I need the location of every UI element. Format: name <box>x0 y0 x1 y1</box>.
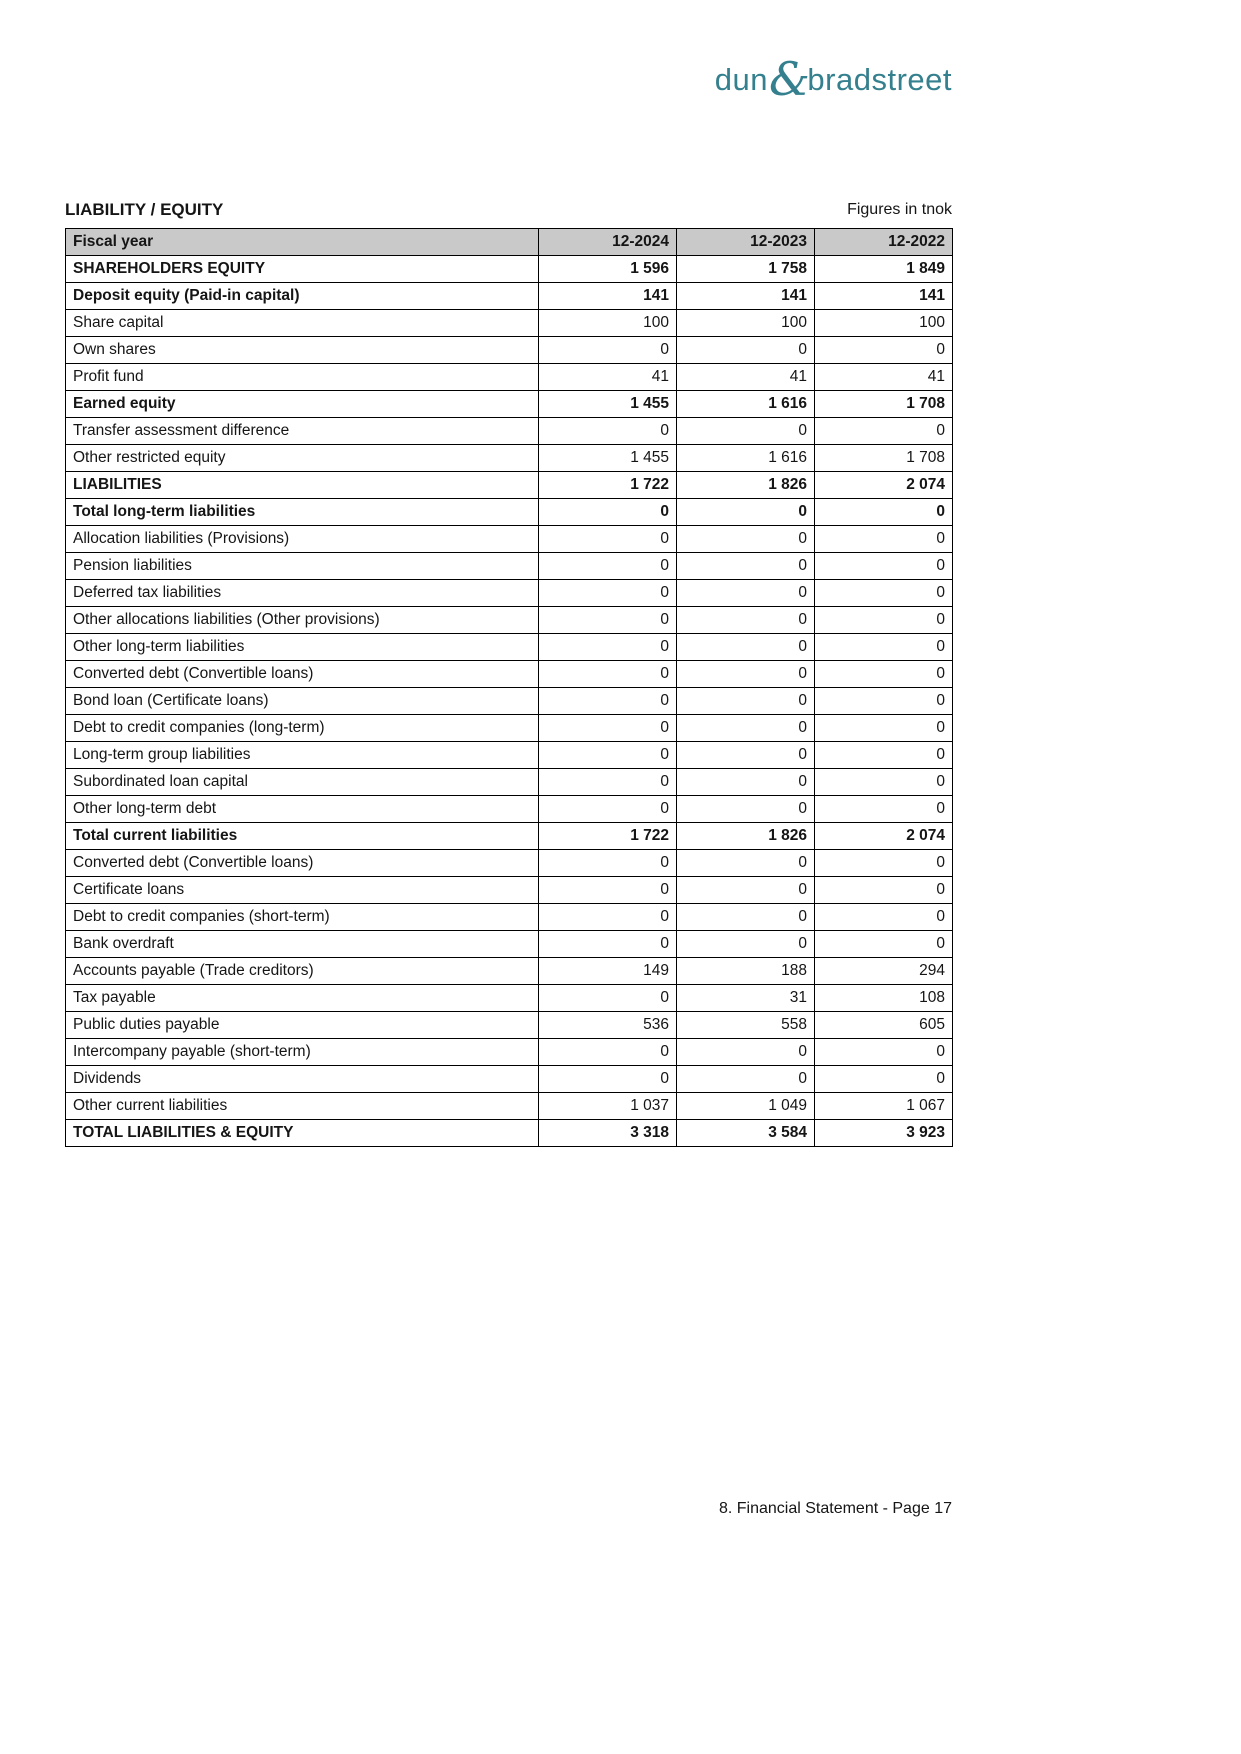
row-value: 0 <box>677 607 815 634</box>
row-value: 1 037 <box>539 1093 677 1120</box>
row-value: 0 <box>677 1039 815 1066</box>
row-label: Certificate loans <box>66 877 539 904</box>
row-label: Total long-term liabilities <box>66 499 539 526</box>
table-row <box>66 823 953 850</box>
row-value: 0 <box>677 661 815 688</box>
row-value: 0 <box>815 850 953 877</box>
row-value: 1 722 <box>539 472 677 499</box>
row-value: 0 <box>539 796 677 823</box>
row-value: 0 <box>539 715 677 742</box>
row-label: Intercompany payable (short-term) <box>66 1039 539 1066</box>
table-row <box>66 553 953 580</box>
logo-word-bradstreet: bradstreet <box>807 62 952 97</box>
row-value: 3 923 <box>815 1120 953 1147</box>
row-label: Total current liabilities <box>66 823 539 850</box>
row-value: 0 <box>539 769 677 796</box>
row-value: 1 826 <box>677 472 815 499</box>
row-value: 0 <box>539 850 677 877</box>
table-row <box>66 283 953 310</box>
row-value: 149 <box>539 958 677 985</box>
row-value: 41 <box>677 364 815 391</box>
row-label: Other long-term debt <box>66 796 539 823</box>
table-row <box>66 337 953 364</box>
row-label: Deposit equity (Paid-in capital) <box>66 283 539 310</box>
row-value: 2 074 <box>815 472 953 499</box>
row-label: Allocation liabilities (Provisions) <box>66 526 539 553</box>
row-value: 0 <box>539 607 677 634</box>
page-title: LIABILITY / EQUITY <box>65 200 224 219</box>
row-value: 0 <box>539 634 677 661</box>
row-label: Public duties payable <box>66 1012 539 1039</box>
row-value: 0 <box>677 931 815 958</box>
row-label: Dividends <box>66 1066 539 1093</box>
table-row <box>66 391 953 418</box>
table-row <box>66 877 953 904</box>
table-row <box>66 472 953 499</box>
row-value: 0 <box>677 499 815 526</box>
row-value: 0 <box>539 688 677 715</box>
table-row <box>66 634 953 661</box>
row-value: 1 708 <box>815 391 953 418</box>
table-row <box>66 1066 953 1093</box>
row-value: 141 <box>677 283 815 310</box>
row-label: Tax payable <box>66 985 539 1012</box>
row-value: 1 616 <box>677 391 815 418</box>
row-value: 0 <box>815 634 953 661</box>
row-value: 1 849 <box>815 256 953 283</box>
table-row <box>66 715 953 742</box>
table-header-row <box>66 229 953 256</box>
row-value: 31 <box>677 985 815 1012</box>
row-value: 0 <box>815 580 953 607</box>
table-head <box>66 229 953 256</box>
table-row <box>66 661 953 688</box>
row-value: 3 584 <box>677 1120 815 1147</box>
row-value: 141 <box>815 283 953 310</box>
row-value: 1 708 <box>815 445 953 472</box>
row-value: 1 826 <box>677 823 815 850</box>
table-body <box>66 256 953 1147</box>
row-value: 0 <box>539 526 677 553</box>
row-value: 0 <box>677 769 815 796</box>
row-value: 0 <box>539 877 677 904</box>
table-row <box>66 445 953 472</box>
row-value: 0 <box>677 634 815 661</box>
row-value: 100 <box>677 310 815 337</box>
row-value: 558 <box>677 1012 815 1039</box>
table-row <box>66 958 953 985</box>
row-value: 1 455 <box>539 391 677 418</box>
row-label: SHAREHOLDERS EQUITY <box>66 256 539 283</box>
row-value: 0 <box>677 1066 815 1093</box>
row-value: 188 <box>677 958 815 985</box>
row-value: 0 <box>677 553 815 580</box>
row-value: 536 <box>539 1012 677 1039</box>
row-value: 0 <box>539 418 677 445</box>
row-value: 1 596 <box>539 256 677 283</box>
row-label: Accounts payable (Trade creditors) <box>66 958 539 985</box>
row-label: Debt to credit companies (short-term) <box>66 904 539 931</box>
row-label: LIABILITIES <box>66 472 539 499</box>
row-value: 41 <box>539 364 677 391</box>
row-value: 141 <box>539 283 677 310</box>
row-label: Transfer assessment difference <box>66 418 539 445</box>
row-label: Profit fund <box>66 364 539 391</box>
row-label: Subordinated loan capital <box>66 769 539 796</box>
row-value: 0 <box>539 553 677 580</box>
row-value: 100 <box>815 310 953 337</box>
row-label: Other restricted equity <box>66 445 539 472</box>
table-row <box>66 1093 953 1120</box>
row-value: 0 <box>815 418 953 445</box>
table-row <box>66 742 953 769</box>
table-row <box>66 796 953 823</box>
row-value: 1 067 <box>815 1093 953 1120</box>
row-value: 0 <box>677 904 815 931</box>
row-label: Other current liabilities <box>66 1093 539 1120</box>
row-value: 0 <box>677 580 815 607</box>
row-value: 1 722 <box>539 823 677 850</box>
row-value: 0 <box>815 877 953 904</box>
row-value: 41 <box>815 364 953 391</box>
year-column-header: 12-2023 <box>677 229 815 256</box>
row-label: Converted debt (Convertible loans) <box>66 661 539 688</box>
row-value: 0 <box>677 526 815 553</box>
table-row <box>66 1120 953 1147</box>
row-value: 0 <box>815 931 953 958</box>
row-label: Debt to credit companies (long-term) <box>66 715 539 742</box>
table-row <box>66 607 953 634</box>
row-value: 0 <box>539 1039 677 1066</box>
row-value: 0 <box>815 688 953 715</box>
row-value: 0 <box>815 1066 953 1093</box>
table-row <box>66 526 953 553</box>
row-value: 0 <box>539 499 677 526</box>
row-label: Bond loan (Certificate loans) <box>66 688 539 715</box>
year-column-header: 12-2024 <box>539 229 677 256</box>
row-label: TOTAL LIABILITIES & EQUITY <box>66 1120 539 1147</box>
row-label: Bank overdraft <box>66 931 539 958</box>
row-value: 0 <box>815 499 953 526</box>
row-label: Long-term group liabilities <box>66 742 539 769</box>
row-value: 2 074 <box>815 823 953 850</box>
row-value: 0 <box>539 1066 677 1093</box>
row-value: 0 <box>815 553 953 580</box>
row-value: 0 <box>539 931 677 958</box>
table-row <box>66 418 953 445</box>
row-value: 0 <box>677 850 815 877</box>
table-row <box>66 931 953 958</box>
row-value: 0 <box>815 526 953 553</box>
row-value: 1 049 <box>677 1093 815 1120</box>
year-column-header: 12-2022 <box>815 229 953 256</box>
row-value: 0 <box>815 904 953 931</box>
row-value: 0 <box>815 337 953 364</box>
dnb-logo: dun & bradstreet <box>714 52 952 106</box>
row-value: 0 <box>815 769 953 796</box>
row-value: 0 <box>677 742 815 769</box>
table-row <box>66 310 953 337</box>
row-value: 0 <box>539 661 677 688</box>
liability-equity-table <box>65 228 953 1147</box>
row-value: 1 758 <box>677 256 815 283</box>
row-label: Converted debt (Convertible loans) <box>66 850 539 877</box>
page-footer: 8. Financial Statement - Page 17 <box>718 1500 952 1517</box>
row-value: 100 <box>539 310 677 337</box>
row-value: 0 <box>539 904 677 931</box>
table-row <box>66 499 953 526</box>
row-value: 0 <box>677 715 815 742</box>
row-value: 0 <box>677 418 815 445</box>
row-label: Other allocations liabilities (Other provisions) <box>66 607 539 634</box>
row-label: Own shares <box>66 337 539 364</box>
fiscal-year-header: Fiscal year <box>66 229 539 256</box>
table-row <box>66 850 953 877</box>
row-value: 605 <box>815 1012 953 1039</box>
table-row <box>66 688 953 715</box>
row-value: 0 <box>815 1039 953 1066</box>
row-value: 1 455 <box>539 445 677 472</box>
row-label: Earned equity <box>66 391 539 418</box>
row-value: 0 <box>677 877 815 904</box>
table-row <box>66 1012 953 1039</box>
row-value: 1 616 <box>677 445 815 472</box>
row-label: Other long-term liabilities <box>66 634 539 661</box>
row-label: Share capital <box>66 310 539 337</box>
row-value: 0 <box>815 607 953 634</box>
row-label: Deferred tax liabilities <box>66 580 539 607</box>
row-value: 0 <box>677 796 815 823</box>
units-note: Figures in tnok <box>847 201 952 218</box>
table-row <box>66 985 953 1012</box>
row-value: 108 <box>815 985 953 1012</box>
row-value: 0 <box>539 337 677 364</box>
table-row <box>66 580 953 607</box>
table-row <box>66 904 953 931</box>
row-value: 0 <box>539 985 677 1012</box>
row-value: 0 <box>677 688 815 715</box>
row-label: Pension liabilities <box>66 553 539 580</box>
row-value: 3 318 <box>539 1120 677 1147</box>
row-value: 0 <box>677 337 815 364</box>
row-value: 0 <box>815 661 953 688</box>
table-row <box>66 1039 953 1066</box>
table-row <box>66 256 953 283</box>
row-value: 0 <box>539 742 677 769</box>
row-value: 0 <box>815 742 953 769</box>
row-value: 0 <box>815 796 953 823</box>
logo-word-dun: dun <box>714 62 768 97</box>
row-value: 0 <box>539 580 677 607</box>
table-row <box>66 364 953 391</box>
row-value: 0 <box>815 715 953 742</box>
table-row <box>66 769 953 796</box>
row-value: 294 <box>815 958 953 985</box>
